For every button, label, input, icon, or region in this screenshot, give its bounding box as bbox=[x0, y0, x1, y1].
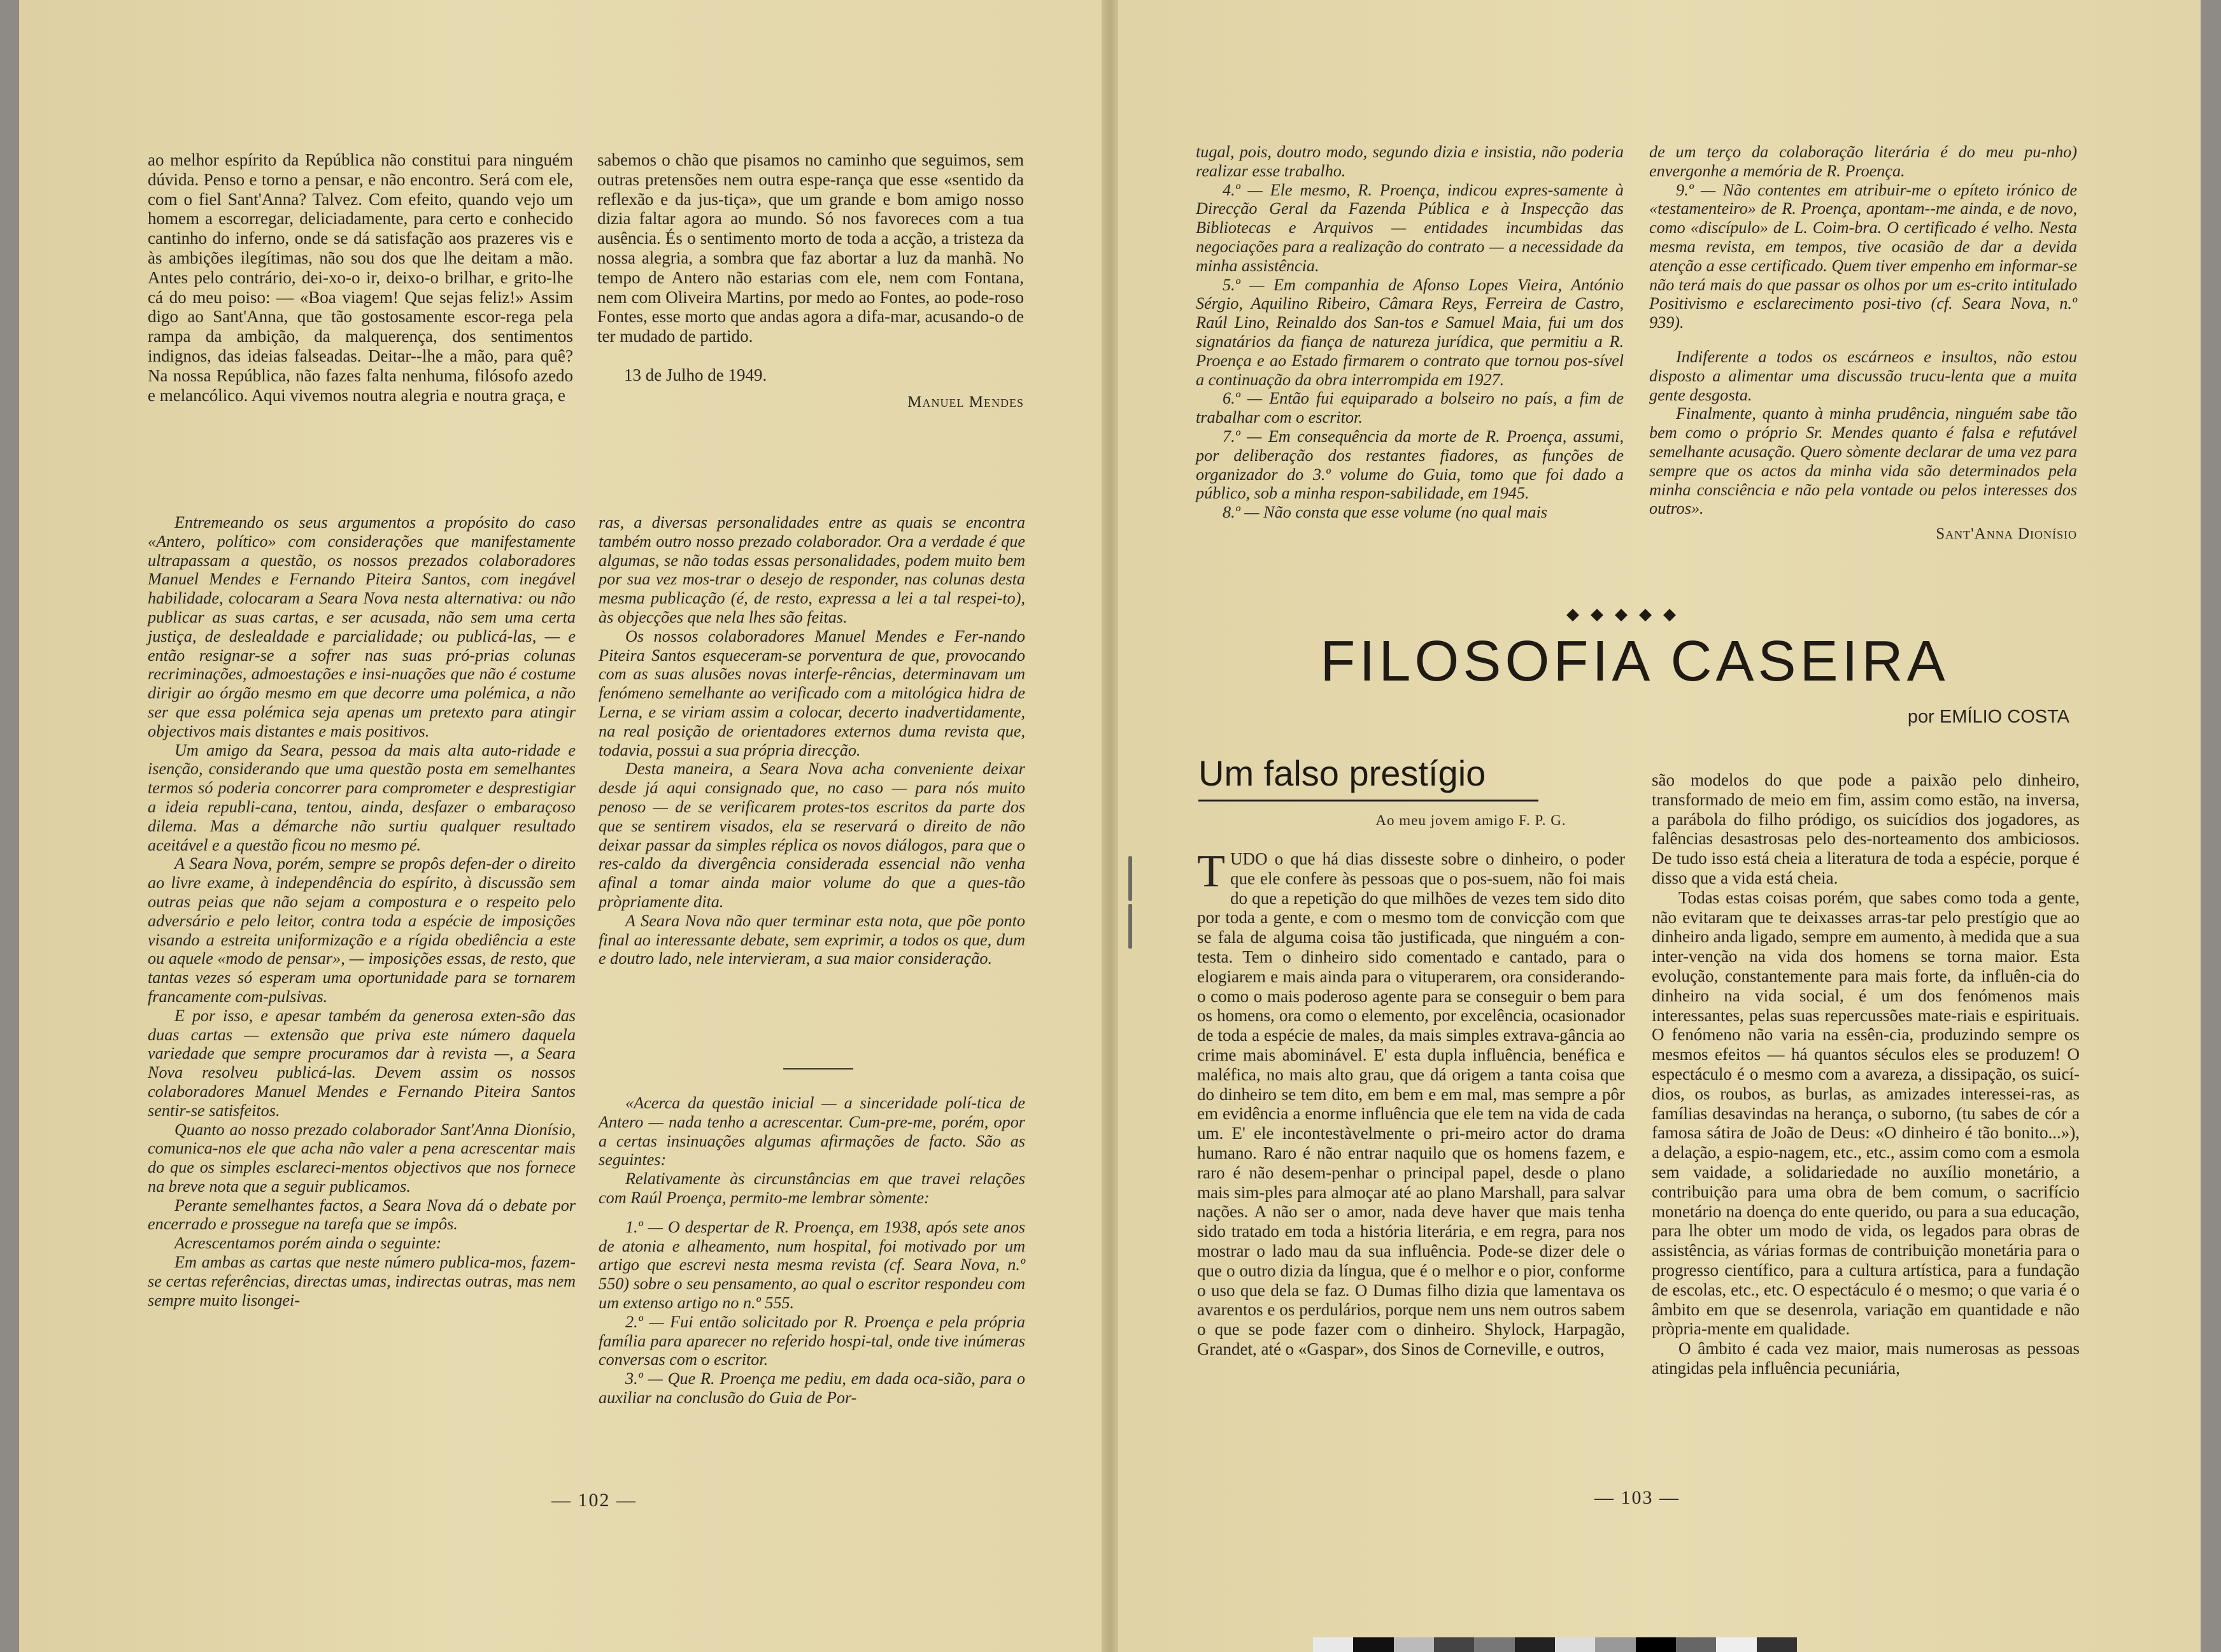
paragraph: de um terço da colaboração literária é do meu pu-nho) envergonhe a memória de R. Proença. bbox=[1649, 143, 2077, 180]
paragraph: 2.º — Fui então solicitado por R. Proença e pela própria família para aparecer no referido hospi-tal, onde tive inúmeras conversas com o escritor. bbox=[599, 1312, 1025, 1369]
left-bottom-column-2 bbox=[599, 513, 1025, 968]
paragraph: sabemos o chão que pisamos no caminho que seguimos, sem outras pretensões nem outra espe-rança que esse «sentido da reflexão e da jus-tiça», que um grande e bom amigo nosso dizia faltar agora ao mundo. Só nos favoreces com a tua ausência. És o sentimento morto de toda a acção, a tristeza da nossa alegria, a sombra que faz abortar a luz da manhã. No tempo de Antero não estarias com ele, nem com Fontana, nem com Oliveira Martins, por medo ao Fontes, ao pode-roso Fontes, esse morto que andas agora a difa-mar, acusando-o de ter mudado de partido. bbox=[597, 150, 1024, 346]
paragraph: Um amigo da Seara, pessoa da mais alta auto-ridade e isenção, considerando que uma questão posta em semelhantes termos só poderia concorrer para comprometer e desprestigiar a ideia republi-cana, tentou, ainda, desfazer o embaraçoso dilema. Mas a démarche não surtiu qualquer resultado aceitável e a questão ficou no mesmo pé. bbox=[148, 740, 576, 854]
paragraph: 9.º — Não contentes em atribuir-me o epíteto irónico de «testamenteiro» de R. Proença, apontam--me ainda, e de novo, como «discípulo» de L. Coim-bra. O certificado é velho. Nesta mesma revista, em tempos, tive ocasião de dar a devida atenção a esse certificado. Quem tiver empenho em informar-se não terá mais do que passar os olhos por um es-crito intitulado Positivismo e esclarecimento posi-tivo (cf. Seara Nova, n.º 939). bbox=[1649, 180, 2077, 332]
binding-gutter bbox=[1102, 0, 1118, 1652]
paragraph: Perante semelhantes factos, a Seara Nova dá o debate por encerrado e prossegue na tarefa que se impôs. bbox=[148, 1196, 576, 1234]
paragraph: tugal, pois, doutro modo, segundo dizia e insistia, não poderia realizar esse trabalho. bbox=[1196, 143, 1624, 180]
ornament: ◆◆◆◆◆ bbox=[1566, 605, 1687, 623]
paragraph: 4.º — Ele mesmo, R. Proença, indicou expres-samente à Direcção Geral da Fazenda Pública e à Inspecção das Bibliotecas e Arquivos — entidades incumbidas das negociações para a realização do contrato — a necessidade da minha assistência. bbox=[1196, 180, 1624, 275]
paragraph: 7.º — Em consequência da morte de R. Proença, assumi, por deliberação dos restantes fiadores, as funções de organizador do 3.º volume do Guia, tomo que foi dado a público, sob a minha respon-sabilidade, em 1945. bbox=[1196, 427, 1624, 503]
page-number: — 103 — bbox=[1594, 1487, 1680, 1508]
note-signature: Sant'Anna Dionísio bbox=[1936, 525, 2077, 543]
paragraph: Entremeando os seus argumentos a propósito do caso «Antero, político» com considerações que manifestamente ultrapassam a questão, os nossos prezados colaboradores Manuel Mendes e Fernando Piteira Santos, com inegável habilidade, colocaram a Seara Nova nesta alternativa: ou não publicar as suas cartas, e ser acusada, não sem uma certa justiça, de deslealdade e parcialidade; ou publicá-las, — e então resignar-se a sofrer nas suas pró-prias colunas recriminações, admoestações e insi-nuações que não é costume dirigir ao órgão mesmo em que decorre uma polémica, a não ser que essa polémica seja apenas um pretexto para atingir objectivos mais distantes e mais positivos. bbox=[148, 513, 576, 740]
drop-cap: T bbox=[1197, 845, 1225, 896]
paragraph: A Seara Nova, porém, sempre se propôs defen-der o direito ao livre exame, à independência do espírito, à discussão sem outras peias que não sejam a compostura e o respeito pelo adversário e pelo leitor, contra toda a espécie de imposições visando a estreita uniformização e a rígida obediência a este ou aquele «modo de pensar», — imposições essas, de resto, que tantas vezes só esperam uma oportunidade para se tornarem francamente com-pulsivas. bbox=[148, 854, 576, 1006]
scan-calibration-strip bbox=[1313, 1637, 1797, 1652]
right-top-column-2 bbox=[1649, 143, 2077, 544]
paragraph: ras, a diversas personalidades entre as quais se encontra também outro nosso prezado colaborador. Ora a verdade é que algumas, se não todas essas personalidades, podem muito bem por sua vez mos-trar o desejo de responder, nas colunas desta mesma publicação (é, de resto, expressa a lei a tal respei-to), às objecções que nela lhes são feitas. bbox=[599, 513, 1025, 626]
paragraph: Em ambas as cartas que neste número publica-mos, fazem-se certas referências, directas umas, indirectas outras, mas nem sempre muito lisongei- bbox=[148, 1253, 576, 1310]
letter-date: 13 de Julho de 1949. bbox=[624, 365, 767, 385]
paragraph: ao melhor espírito da República não constitui para ninguém dúvida. Penso e torno a pensar, e não encontro. Será com ele, com o fiel Sant'Anna? Talvez. Com efeito, quando vejo um homem a escorregar, deliciadamente, para certo e conhecido cantinho do inferno, onde se dá satisfação aos prazeres vis e às ambições ilegítimas, não sou dos que lhe deitam a mão. Antes pelo contrário, dei-xo-o ir, deixo-o brilhar, e grito-lhe cá do meu poiso: — «Boa viagem! Que sejas feliz!» Assim digo ao Sant'Anna, que tão gostosamente escor-rega pela rampa da ambição, da malquerença, dos sentimentos indignos, das ideias falseadas. Deitar--lhe a mão, para quê? Na nossa República, não fazes falta nenhuma, filósofo azedo e melancólico. Aqui vivemos noutra alegria e noutra graça, e bbox=[148, 150, 573, 405]
paragraph: «Acerca da questão inicial — a sinceridade polí-tica de Antero — nada tenho a acrescentar. Cum-pre-me, porém, opor a certas insinuações algumas afirmações de facto. São as seguintes: bbox=[599, 1094, 1025, 1169]
staple bbox=[1128, 904, 1132, 949]
paragraph: 3.º — Que R. Proença me pediu, em dada oca-sião, para o auxiliar na conclusão do Guia de Por- bbox=[599, 1369, 1025, 1407]
article-subtitle: Um falso prestígio bbox=[1198, 753, 1486, 793]
right-top-column-1 bbox=[1196, 143, 1624, 522]
paragraph: Todas estas coisas porém, que sabes como toda a gente, não evitaram que te deixasses arras-tar pelo prestígio que ao dinheiro anda ligado, sempre em aumento, à medida que a sua inter-venção na vida dos homens se torna maior. Esta evolução, constantemente para mais forte, da influên-cia do dinheiro na vida social, é um dos fenómenos mais interessantes, pelas suas repercussões mate-riais e espirituais. O fenómeno não varia na essên-cia, produzindo sempre os mesmos efeitos — há quantos séculos eles se produzem! O espectáculo é o mesmo com a avareza, a dissipação, os suicí-dios, os roubos, as burlas, as amizades interessei-ras, as famílias desavindas na herança, o suborno, (tu sabes de cór a famosa sátira de João de Deus: «O dinheiro é tão bonito...»), a delação, a espio-nagem, etc., etc., assim como com a esmola sem vaidade, a solidariedade no auxílio monetário, a contribuição para uma obra de bem comum, o sacrifício monetário na doença do ente querido, ou para a sua educação, para lhe obter um modo de vida, os legados para obras de assistência, as várias formas de contribuição monetária para o progresso científico, para a cultura artística, para a fundação de escolas, etc., etc. O espectáculo é o mesmo; o que varia é o âmbito em que se desenrola, variação em quantidade e não pròpria-mente em qualidade. bbox=[1652, 887, 2080, 1339]
left-top-column-1 bbox=[148, 150, 573, 405]
letter-signature: Manuel Mendes bbox=[907, 393, 1024, 411]
paragraph: A Seara Nova não quer terminar esta nota, que põe ponto final ao interessante debate, sem exprimir, a todos os que, dum e doutro lado, nele intervieram, a sua maior consideração. bbox=[599, 911, 1025, 968]
article-column-1 bbox=[1197, 845, 1625, 1359]
article-column-2 bbox=[1652, 770, 2080, 1378]
paragraph: Desta maneira, a Seara Nova acha conveniente deixar desde já aqui consignado que, no caso — para nós muito penoso — de se verificarem protes-tos escritos da parte dos que se sentirem visados, ela se reservará o direito de não deixar passar da simples réplica os novos diálogos, para que o res-caldo da divergência considerada essencial não venha afinal a tomar ainda maior volume do que a ques-tão pròpriamente dita. bbox=[599, 759, 1025, 911]
paragraph: E por isso, e apesar também da generosa exten-são das duas cartas — extensão que priva este número daquela variedade que sempre procuramos dar à revista —, a Seara Nova resolveu publicá-las. Devem assim os nossos colaboradores Manuel Mendes e Fernando Piteira Santos sentir-se satisfeitos. bbox=[148, 1006, 576, 1120]
paragraph: Quanto ao nosso prezado colaborador Sant'Anna Dionísio, comunica-nos ele que acha não valer a pena acrescentar mais do que os simples esclareci-mentos objectivos que nos fornece na breve nota que a seguir publicamos. bbox=[148, 1120, 576, 1196]
paragraph: Indiferente a todos os escárneos e insultos, não estou disposto a alimentar uma discussão trucu-lenta que a muita gente desgosta. bbox=[1649, 347, 2077, 404]
paragraph: 5.º — Em companhia de Afonso Lopes Vieira, António Sérgio, Aquilino Ribeiro, Câmara Reys, Ferreira de Castro, Raúl Lino, Reinaldo dos San-tos e Samuel Maia, fui um dos signatários da fiança de natureza jurídica, que permitiu a R. Proença e ao Estado firmarem o contrato que tornou pos-sível a continuação da obra interrompida em 1927. bbox=[1196, 275, 1624, 389]
left-note-column bbox=[599, 1094, 1025, 1408]
byline: por EMÍLIO COSTA bbox=[1907, 707, 2069, 727]
paragraph: Finalmente, quanto à minha prudência, ninguém sabe tão bem como o próprio Sr. Mendes quanto é falsa e refutável semelhante acusação. Quero sòmente declarar de uma vez para sempre que os actos da minha vida são determinados pela minha consciência e não pela vontade ou pelos interesses dos outros». bbox=[1649, 404, 2077, 518]
paragraph: 8.º — Não consta que esse volume (no qual mais bbox=[1223, 503, 1547, 522]
paragraph: UDO o que há dias disseste sobre o dinheiro, o poder que ele confere às pessoas que o pos-suem, não foi mais do que a repetição do que milhões de vezes tem sido dito por toda a gente, e com o mesmo tom de convicção com que se fala de alguma coisa tão justificada, que ninguém a con-testa. Tem o dinheiro sido comentado e cantado, para o elogiarem e mais ainda para o vituperarem, ora considerando-o como o mais poderoso agente para se conseguir o bem para os homens, ora como o elemento, por excelência, ocasionador de toda a espécie de males, da mais simples extrava-gância ao crime mais abominável. E' esta dupla influência, benéfica e maléfica, no mais alto grau, que dá origem a tanta coisa que do dinheiro se tem dito, em bem e em mal, mas sempre a pôr em evidência a enorme influência que ele tem na vida de cada um. E' ele incontestàvelmente o pri-meiro actor do drama humano. Raro é não entrar naquilo que os homens fazem, e raro é não desem-penhar o principal papel, desde o plano mais sim-ples para almoçar até ao plano Marshall, para salvar nações. A não ser o amor, nada deve haver que mais tenha sido tratado em toda a história literária, e em regra, para nos mostrar o lado mau da sua influência. Pode-se dizer dele o que o outro dizia da língua, que é o melhor e o pior, conforme o uso que dela se faz. O Dumas filho dizia que lamentava os avarentos e os perdulários, porque nem uns nem outros sabem o que se pode fazer com o dinheiro. Shylock, Harpagão, Grandet, até o «Gaspar», dos Sinos de Corneville, e outros, bbox=[1197, 849, 1625, 1359]
dedication: Ao meu jovem amigo F. P. G. bbox=[1375, 812, 1566, 828]
paragraph: são modelos do que pode a paixão pelo dinheiro, transformado de meio em fim, assim como estão, na inversa, a parábola do filho pródigo, os suicídios dos jogadores, as falências desastrosas pelo des-norteamento dos ambiciosos. De tudo isso está cheia a literatura de toda a espécie, porque é disso que a vida está cheia. bbox=[1652, 770, 2080, 887]
paragraph: O âmbito é cada vez maior, mais numerosas as pessoas atingidas pela influência pecuniária, bbox=[1652, 1339, 2080, 1378]
paragraph: 1.º — O despertar de R. Proença, em 1938, após sete anos de atonia e alheamento, num hospital, foi motivado por um artigo que escrevi nesta mesma revista (cf. Seara Nova, n.º 550) sobre o seu pensamento, ao qual o escritor respondeu com um extenso artigo no n.º 555. bbox=[599, 1217, 1025, 1312]
paragraph: Os nossos colaboradores Manuel Mendes e Fer-nando Piteira Santos esqueceram-se porventura de que, provocando com as suas alusões novas interfe-rências, determinavam um fenómeno semelhante ao verificado com a mitológica hidra de Lerna, e se viriam assim a colocar, decerto inadvertidamente, na real posição de orientadores externos duma revista que, todavia, possui a sua própria direcção. bbox=[599, 626, 1025, 759]
section-divider bbox=[783, 1068, 853, 1070]
paragraph: Acrescentamos porém ainda o seguinte: bbox=[174, 1234, 442, 1253]
subtitle-underline bbox=[1198, 800, 1538, 801]
left-top-column-2 bbox=[597, 150, 1024, 413]
paragraph: Relativamente às circunstâncias em que travei relações com Raúl Proença, permito-me lembrar sòmente: bbox=[599, 1169, 1025, 1207]
staple bbox=[1128, 856, 1132, 901]
page-number: — 102 — bbox=[551, 1490, 637, 1511]
paragraph: 6.º — Então fui equiparado a bolseiro no país, a fim de trabalhar com o escritor. bbox=[1196, 389, 1624, 427]
left-bottom-column-1 bbox=[148, 513, 576, 1310]
article-title: FILOSOFIA CASEIRA bbox=[1320, 630, 1949, 693]
